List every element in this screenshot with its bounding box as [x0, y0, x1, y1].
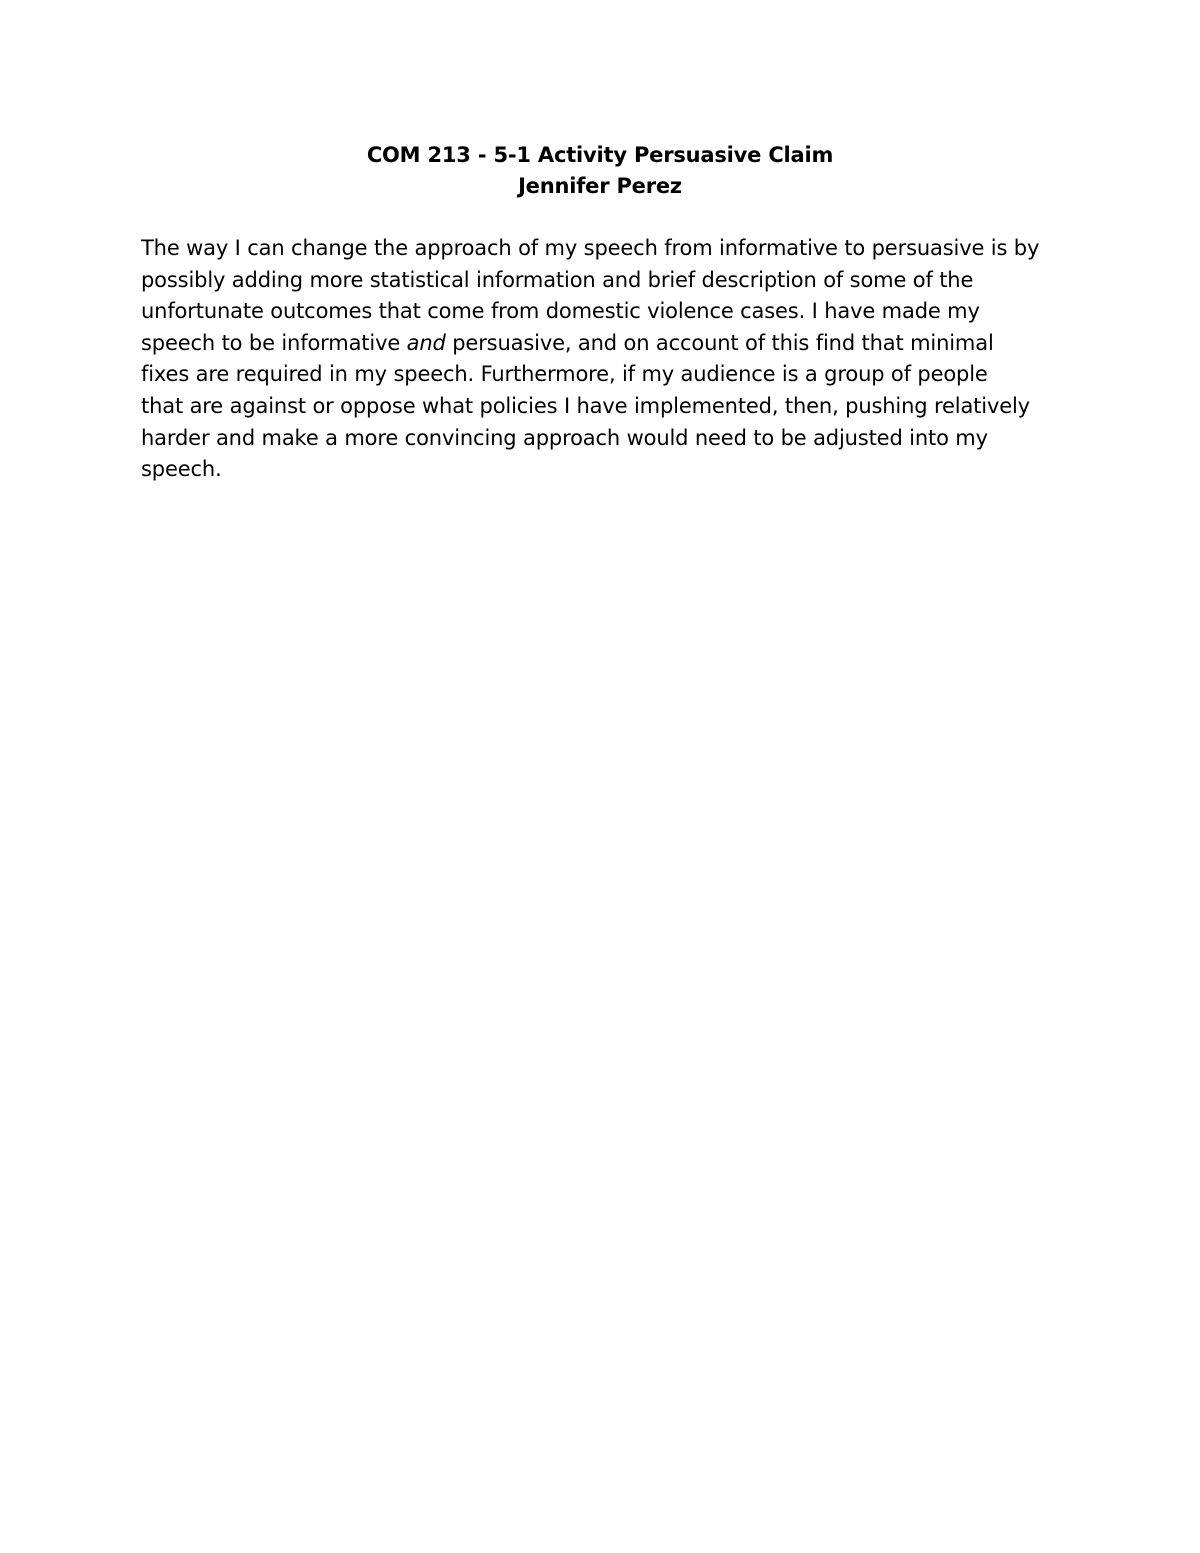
paragraph-line: that are against or oppose what policies I have implemented, then, pushing relatively: [141, 393, 1030, 418]
paragraph-line: unfortunate outcomes that come from domestic violence cases. I have made my: [141, 299, 980, 324]
paragraph-text: speech to be informative: [141, 330, 407, 355]
paragraph-line: speech.: [141, 457, 222, 482]
paragraph-line: fixes are required in my speech. Furthermore, if my audience is a group of people: [141, 362, 988, 387]
document-author: Jennifer Perez: [518, 174, 682, 198]
paragraph-line: harder and make a more convincing approach would need to be adjusted into my: [141, 425, 988, 450]
document-header: [0, 140, 1200, 202]
paragraph-line: The way I can change the approach of my speech from informative to persuasive is by: [141, 236, 1040, 260]
paragraph-text: persuasive, and on account of this find that minimal: [445, 330, 994, 355]
paragraph-line: [141, 328, 1061, 360]
italic-emphasis: and: [406, 330, 446, 355]
paragraph-line: possibly adding more statistical information and brief description of some of the: [141, 267, 974, 292]
document-title: COM 213 - 5-1 Activity Persuasive Claim: [366, 143, 834, 167]
body-paragraph: [141, 233, 1061, 486]
